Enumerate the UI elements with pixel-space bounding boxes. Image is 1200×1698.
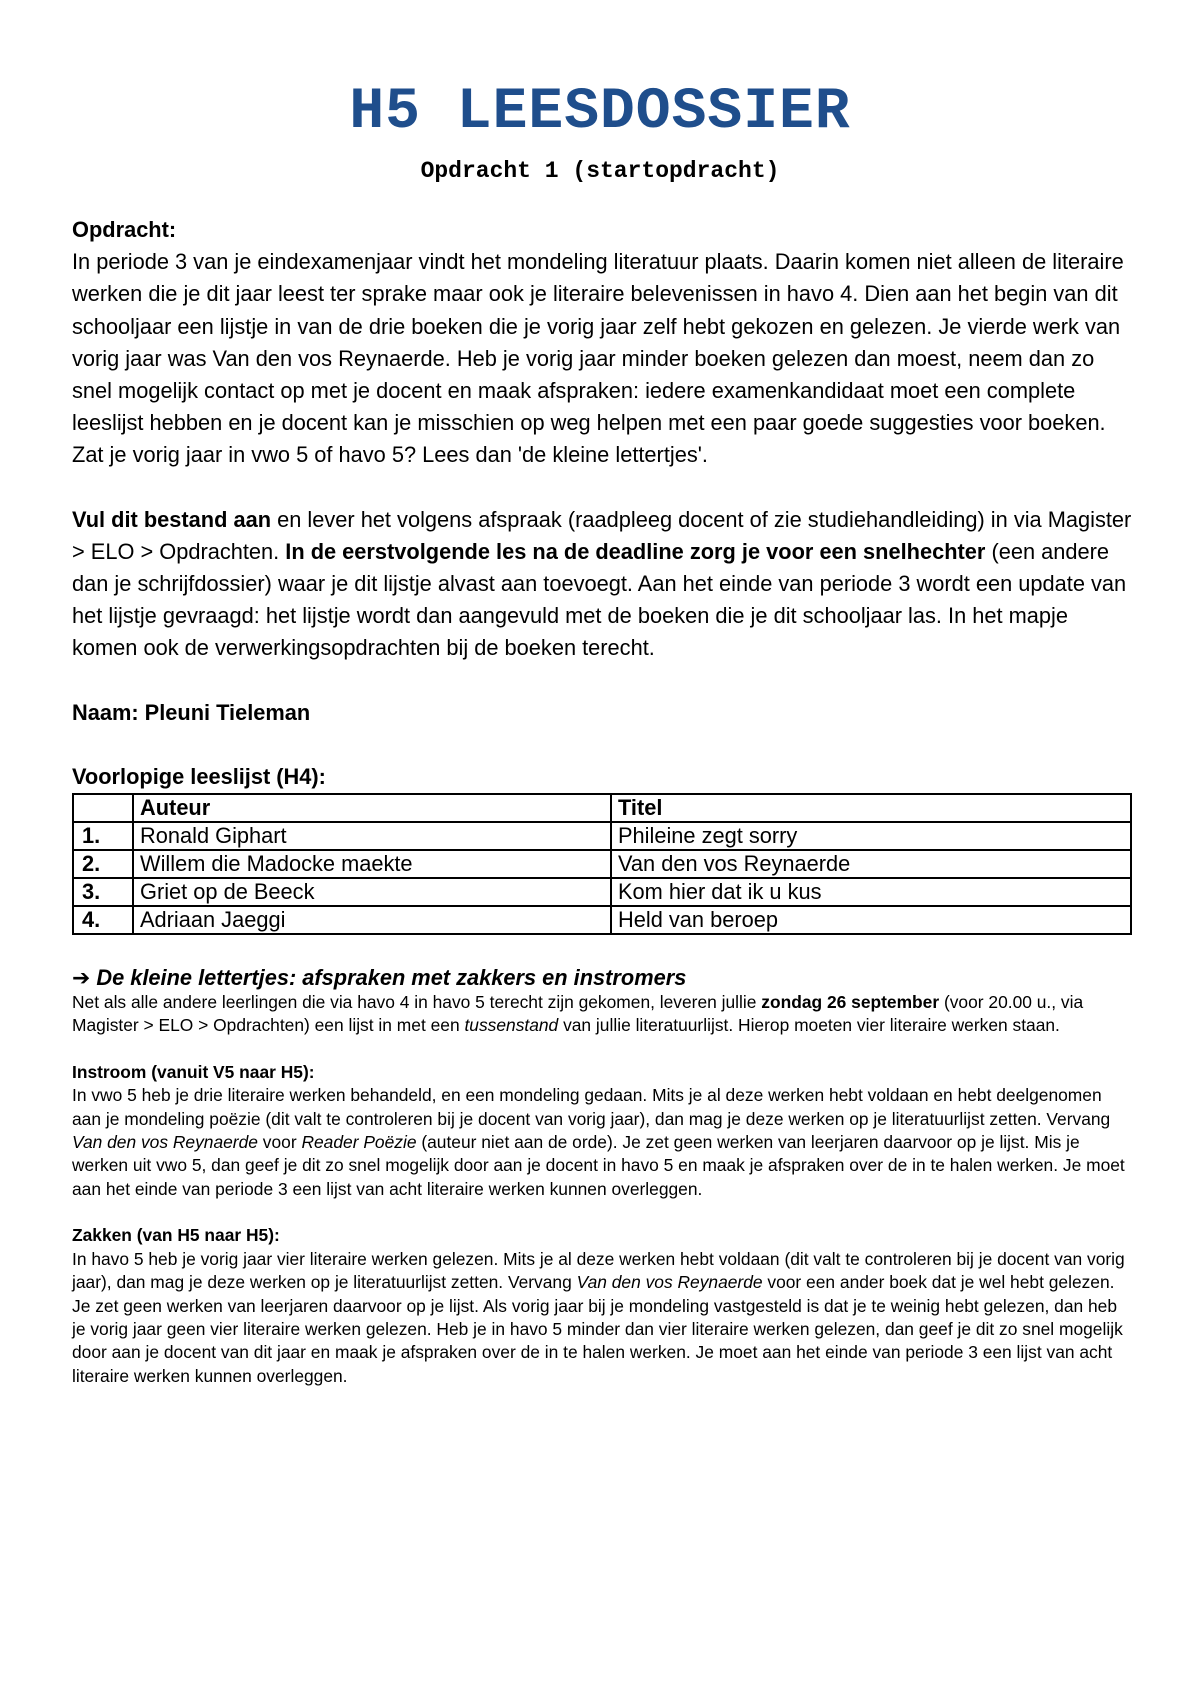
row-title: Held van beroep [611, 906, 1131, 934]
instroom-paragraph [72, 1084, 1132, 1201]
zakken-text-2: voor een ander boek dat je wel hebt gelezen. Je zet geen werken van leerjaren daarvoor op je lijst. Als vorig jaar bij je mondeling vastgesteld is dat je te weinig hebt gelezen, dan heb je vorig jaar geen vier literaire werken gelezen. Heb je in havo 5 minder dan vier literaire werken gelezen, dan geef je dit zo snel mogelijk door aan je docent van dit jaar en maak je afspraken over de in te halen werken. Je moet aan het einde van periode 3 een lijst van acht literaire werken kunnen overleggen. [72, 1272, 1123, 1386]
assignment-paragraph: In periode 3 van je eindexamenjaar vindt het mondeling literatuur plaats. Daarin komen niet alleen de literaire werken die je dit jaar leest ter sprake maar ook je literaire belevenissen in havo 4. Dien aan het begin van dit schooljaar een lijstje in van de drie boeken die je vorig jaar zelf hebt gekozen en gelezen. Je vierde werk van vorig jaar was Van den vos Reynaerde. Heb je vorig jaar minder boeken gelezen dan moest, neem dan zo snel mogelijk contact op met je docent en maak afspraken: iedere examenkandidaat moet een complete leeslijst hebben en je docent kan je misschien op weg helpen met een paar goede suggesties voor boeken. Zat je vorig jaar in vwo 5 of havo 5? Lees dan 'de kleine lettertjes'. [72, 249, 1124, 468]
assignment-block [72, 214, 1132, 472]
fine-print-section [72, 965, 1132, 1388]
page-title: H5 LEESDOSSIER [349, 80, 851, 145]
student-name: Naam: Pleuni Tieleman [72, 699, 311, 725]
arrow-right-icon: ➔ [72, 965, 91, 991]
row-number: 4. [73, 906, 133, 934]
instroom-text-2: voor [257, 1132, 302, 1153]
row-title: Phileine zegt sorry [611, 822, 1131, 850]
table-header-number [73, 794, 133, 822]
table-header-title: Titel [611, 794, 1131, 822]
row-author: Willem die Madocke maekte [133, 850, 611, 878]
reading-list-heading: Voorlopige leeslijst (H4): [72, 763, 326, 789]
instroom-text-3: (auteur niet aan de orde). Je zet geen werken van leerjaren daarvoor op je lijst. Mis je werken uit vwo 5, dan geef je dit zo snel mogelijk door aan je docent in havo 5 en maak je afspraken over de in te halen werken. Je moet aan het einde van periode 3 een lijst van acht literaire werken kunnen overleggen. [72, 1132, 1125, 1199]
fine-print-title: De kleine lettertjes: afspraken met zakkers en instromers [96, 965, 687, 991]
intro-text-2: (voor 20.00 u., via Magister > ELO > Opdrachten) een lijst in met een [72, 992, 1084, 1036]
reading-list-table [72, 793, 1132, 935]
intro-text-3: van jullie literatuurlijst. Hierop moeten vier literaire werken staan. [558, 1015, 1060, 1036]
document-body [72, 214, 1132, 1388]
instroom-heading: Instroom (vanuit V5 naar H5): [72, 1061, 315, 1082]
intro-emphasis: tussenstand [464, 1015, 559, 1036]
table-header-row [73, 794, 1131, 822]
row-author: Adriaan Jaeggi [133, 906, 611, 934]
row-title: Kom hier dat ik u kus [611, 878, 1131, 906]
row-number: 3. [73, 878, 133, 906]
instructions-text-2: (een andere dan je schrijfdossier) waar je dit lijstje alvast aan toevoegt. Aan het einde van periode 3 wordt een update van het lijstje gevraagd: het lijstje wordt dan aangevuld met de boeken die je dit schooljaar las. In het mapje komen ook de verwerkingsopdrachten bij de boeken terecht. [72, 538, 1127, 661]
instructions-text-1: en lever het volgens afspraak (raadpleeg docent of zie studiehandleiding) in via Magister > ELO > Opdrachten. [72, 506, 1132, 564]
assignment-label: Opdracht: [72, 217, 177, 242]
instructions-bold-1: Vul dit bestand aan [72, 506, 272, 532]
row-author: Griet op de Beeck [133, 878, 611, 906]
zakken-heading: Zakken (van H5 naar H5): [72, 1225, 280, 1246]
page-subtitle: Opdracht 1 (startopdracht) [420, 158, 780, 184]
deadline-date: zondag 26 september [761, 992, 940, 1013]
fine-print-intro [72, 991, 1132, 1038]
table-row [73, 878, 1131, 906]
table-row [73, 906, 1131, 934]
zakken-paragraph [72, 1248, 1132, 1388]
instructions-bold-2: In de eerstvolgende les na de deadline zorg je voor een snelhechter [285, 538, 986, 564]
row-title: Van den vos Reynaerde [611, 850, 1131, 878]
instroom-text-1: In vwo 5 heb je drie literaire werken behandeld, en een mondeling gedaan. Mits je al deze werken hebt voldaan en hebt deelgenomen aan je mondeling poëzie (dit valt te controleren bij je docent van vorig jaar), dan mag je deze werken op je literatuurlijst zetten. Vervang [72, 1085, 1111, 1129]
instroom-emphasis-2: Reader Poëzie [301, 1132, 417, 1153]
row-number: 2. [73, 850, 133, 878]
intro-text-1: Net als alle andere leerlingen die via havo 4 in havo 5 terecht zijn gekomen, leveren jullie [72, 992, 762, 1013]
row-number: 1. [73, 822, 133, 850]
instructions-paragraph [72, 504, 1132, 665]
table-row [73, 850, 1131, 878]
fine-print-heading [72, 965, 1132, 991]
zakken-emphasis: Van den vos Reynaerde [576, 1272, 763, 1293]
zakken-text-1: In havo 5 heb je vorig jaar vier literaire werken gelezen. Mits je al deze werken hebt voldaan (dit valt te controleren bij je docent van vorig jaar), dan mag je deze werken op je literatuurlijst zetten. Vervang [72, 1248, 1125, 1293]
instroom-emphasis-1: Van den vos Reynaerde [72, 1132, 258, 1153]
table-header-author: Auteur [133, 794, 611, 822]
row-author: Ronald Giphart [133, 822, 611, 850]
table-row [73, 822, 1131, 850]
